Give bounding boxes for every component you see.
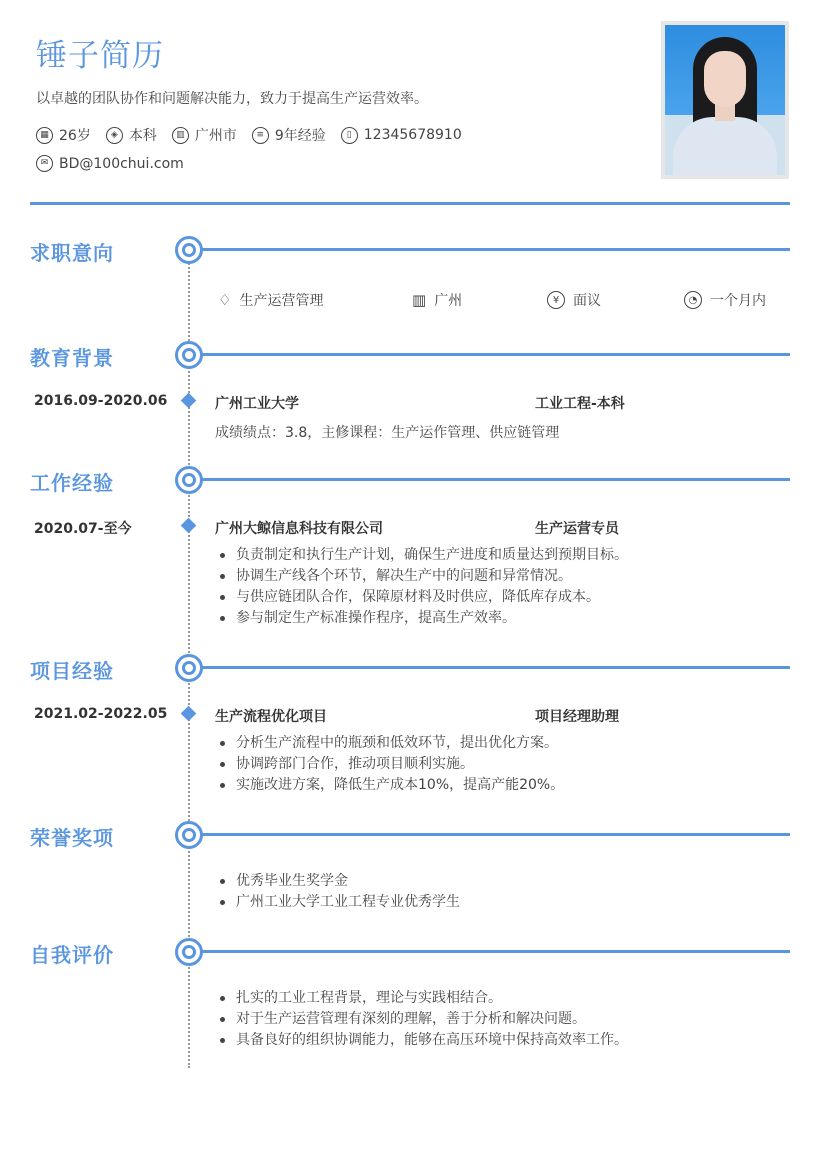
intent-position xyxy=(218,290,323,310)
list-item: 与供应链团队合作，保障原材料及时供应，降低库存成本。 xyxy=(218,587,628,608)
work-bullets xyxy=(218,545,628,629)
timeline-node-icon xyxy=(175,821,203,849)
contact-experience xyxy=(252,125,326,145)
contact-degree xyxy=(106,125,157,145)
list-item: 具备良好的组织协调能力，能够在高压环境中保持高效率工作。 xyxy=(218,1030,628,1051)
graduation-cap-icon: ◈ xyxy=(106,127,123,144)
building-icon: ▥ xyxy=(172,127,189,144)
contact-row xyxy=(36,155,199,172)
list-item: 负责制定和执行生产计划，确保生产进度和质量达到预期目标。 xyxy=(218,545,628,566)
section-rule xyxy=(202,833,790,836)
header-divider xyxy=(30,202,790,205)
contact-age-text: 26岁 xyxy=(59,128,91,144)
diamond-marker-icon xyxy=(181,518,197,534)
contact-experience-text: 9年经验 xyxy=(274,128,326,144)
section-rule xyxy=(202,248,790,251)
project-bullets xyxy=(218,733,564,796)
mail-icon: ✉ xyxy=(36,155,53,172)
education-desc: 成绩绩点：3.8，主修课程：生产运作管理、供应链管理 xyxy=(215,425,560,441)
timeline-node-icon xyxy=(175,341,203,369)
document-icon: ≡ xyxy=(252,127,269,144)
contact-city xyxy=(172,125,237,145)
timeline-node-icon xyxy=(175,466,203,494)
resume-motto: 以卓越的团队协作和问题解决能力，致力于提高生产运营效率。 xyxy=(36,91,428,107)
diamond-marker-icon xyxy=(181,706,197,722)
profile-photo xyxy=(661,21,789,179)
list-item: 广州工业大学工业工程专业优秀学生 xyxy=(218,892,460,913)
intent-salary-text: 面议 xyxy=(573,293,601,309)
calendar-icon: ▦ xyxy=(36,127,53,144)
work-date: 2020.07-至今 xyxy=(34,521,132,537)
honors-bullets xyxy=(218,871,460,913)
section-title-education: 教育背景 xyxy=(30,346,114,370)
list-item: 扎实的工业工程背景，理论与实践相结合。 xyxy=(218,988,628,1009)
work-role: 生产运营专员 xyxy=(535,521,619,537)
list-item: 分析生产流程中的瓶颈和低效环节，提出优化方案。 xyxy=(218,733,564,754)
list-item: 对于生产运营管理有深刻的理解，善于分析和解决问题。 xyxy=(218,1009,628,1030)
list-item: 协调跨部门合作，推动项目顺利实施。 xyxy=(218,754,564,775)
city-icon: ▥ xyxy=(412,291,427,309)
list-item: 协调生产线各个环节，解决生产中的问题和异常情况。 xyxy=(218,566,628,587)
section-title-intent: 求职意向 xyxy=(30,241,114,265)
section-rule xyxy=(202,478,790,481)
section-rule xyxy=(202,950,790,953)
contact-city-text: 广州市 xyxy=(194,128,237,144)
intent-position-text: 生产运营管理 xyxy=(239,293,324,309)
phone-icon: ▯ xyxy=(341,127,358,144)
timeline-node-icon xyxy=(175,236,203,264)
work-company: 广州大鲸信息科技有限公司 xyxy=(215,521,383,537)
intent-availability-text: 一个月内 xyxy=(710,293,766,309)
contact-phone-text[interactable]: 12345678910 xyxy=(363,127,462,143)
project-name: 生产流程优化项目 xyxy=(215,709,327,725)
intent-city-text: 广州 xyxy=(434,293,463,309)
diamond-marker-icon xyxy=(181,393,197,409)
photo-portrait xyxy=(665,25,785,175)
tie-icon: ♢ xyxy=(218,291,232,309)
section-title-work: 工作经验 xyxy=(30,471,114,495)
contact-email-text[interactable]: BD@100chui.com xyxy=(59,155,184,172)
intent-availability xyxy=(684,290,766,310)
clock-icon: ◔ xyxy=(684,291,702,309)
contact-degree-text: 本科 xyxy=(128,128,157,144)
timeline-node-icon xyxy=(175,938,203,966)
section-rule xyxy=(202,353,790,356)
project-date: 2021.02-2022.05 xyxy=(34,706,168,722)
section-rule xyxy=(202,666,790,669)
resume-name: 锤子简历 xyxy=(36,38,164,74)
list-item: 优秀毕业生奖学金 xyxy=(218,871,460,892)
education-school: 广州工业大学 xyxy=(215,396,299,412)
intent-city xyxy=(412,290,462,310)
contact-phone xyxy=(341,127,462,144)
timeline-node-icon xyxy=(175,654,203,682)
education-major: 工业工程-本科 xyxy=(535,396,625,412)
intent-salary xyxy=(547,290,601,310)
project-role: 项目经理助理 xyxy=(535,709,619,725)
list-item: 实施改进方案，降低生产成本10%，提高产能20%。 xyxy=(218,775,564,796)
contact-row xyxy=(36,125,477,145)
self-eval-bullets xyxy=(218,988,628,1051)
section-title-honors: 荣誉奖项 xyxy=(30,826,114,850)
education-date: 2016.09-2020.06 xyxy=(34,393,168,409)
list-item: 参与制定生产标准操作程序，提高生产效率。 xyxy=(218,608,628,629)
contact-age xyxy=(36,125,91,145)
section-title-self: 自我评价 xyxy=(30,943,114,967)
contact-email xyxy=(36,155,184,172)
yen-icon: ¥ xyxy=(547,291,565,309)
section-title-projects: 项目经验 xyxy=(30,659,114,683)
